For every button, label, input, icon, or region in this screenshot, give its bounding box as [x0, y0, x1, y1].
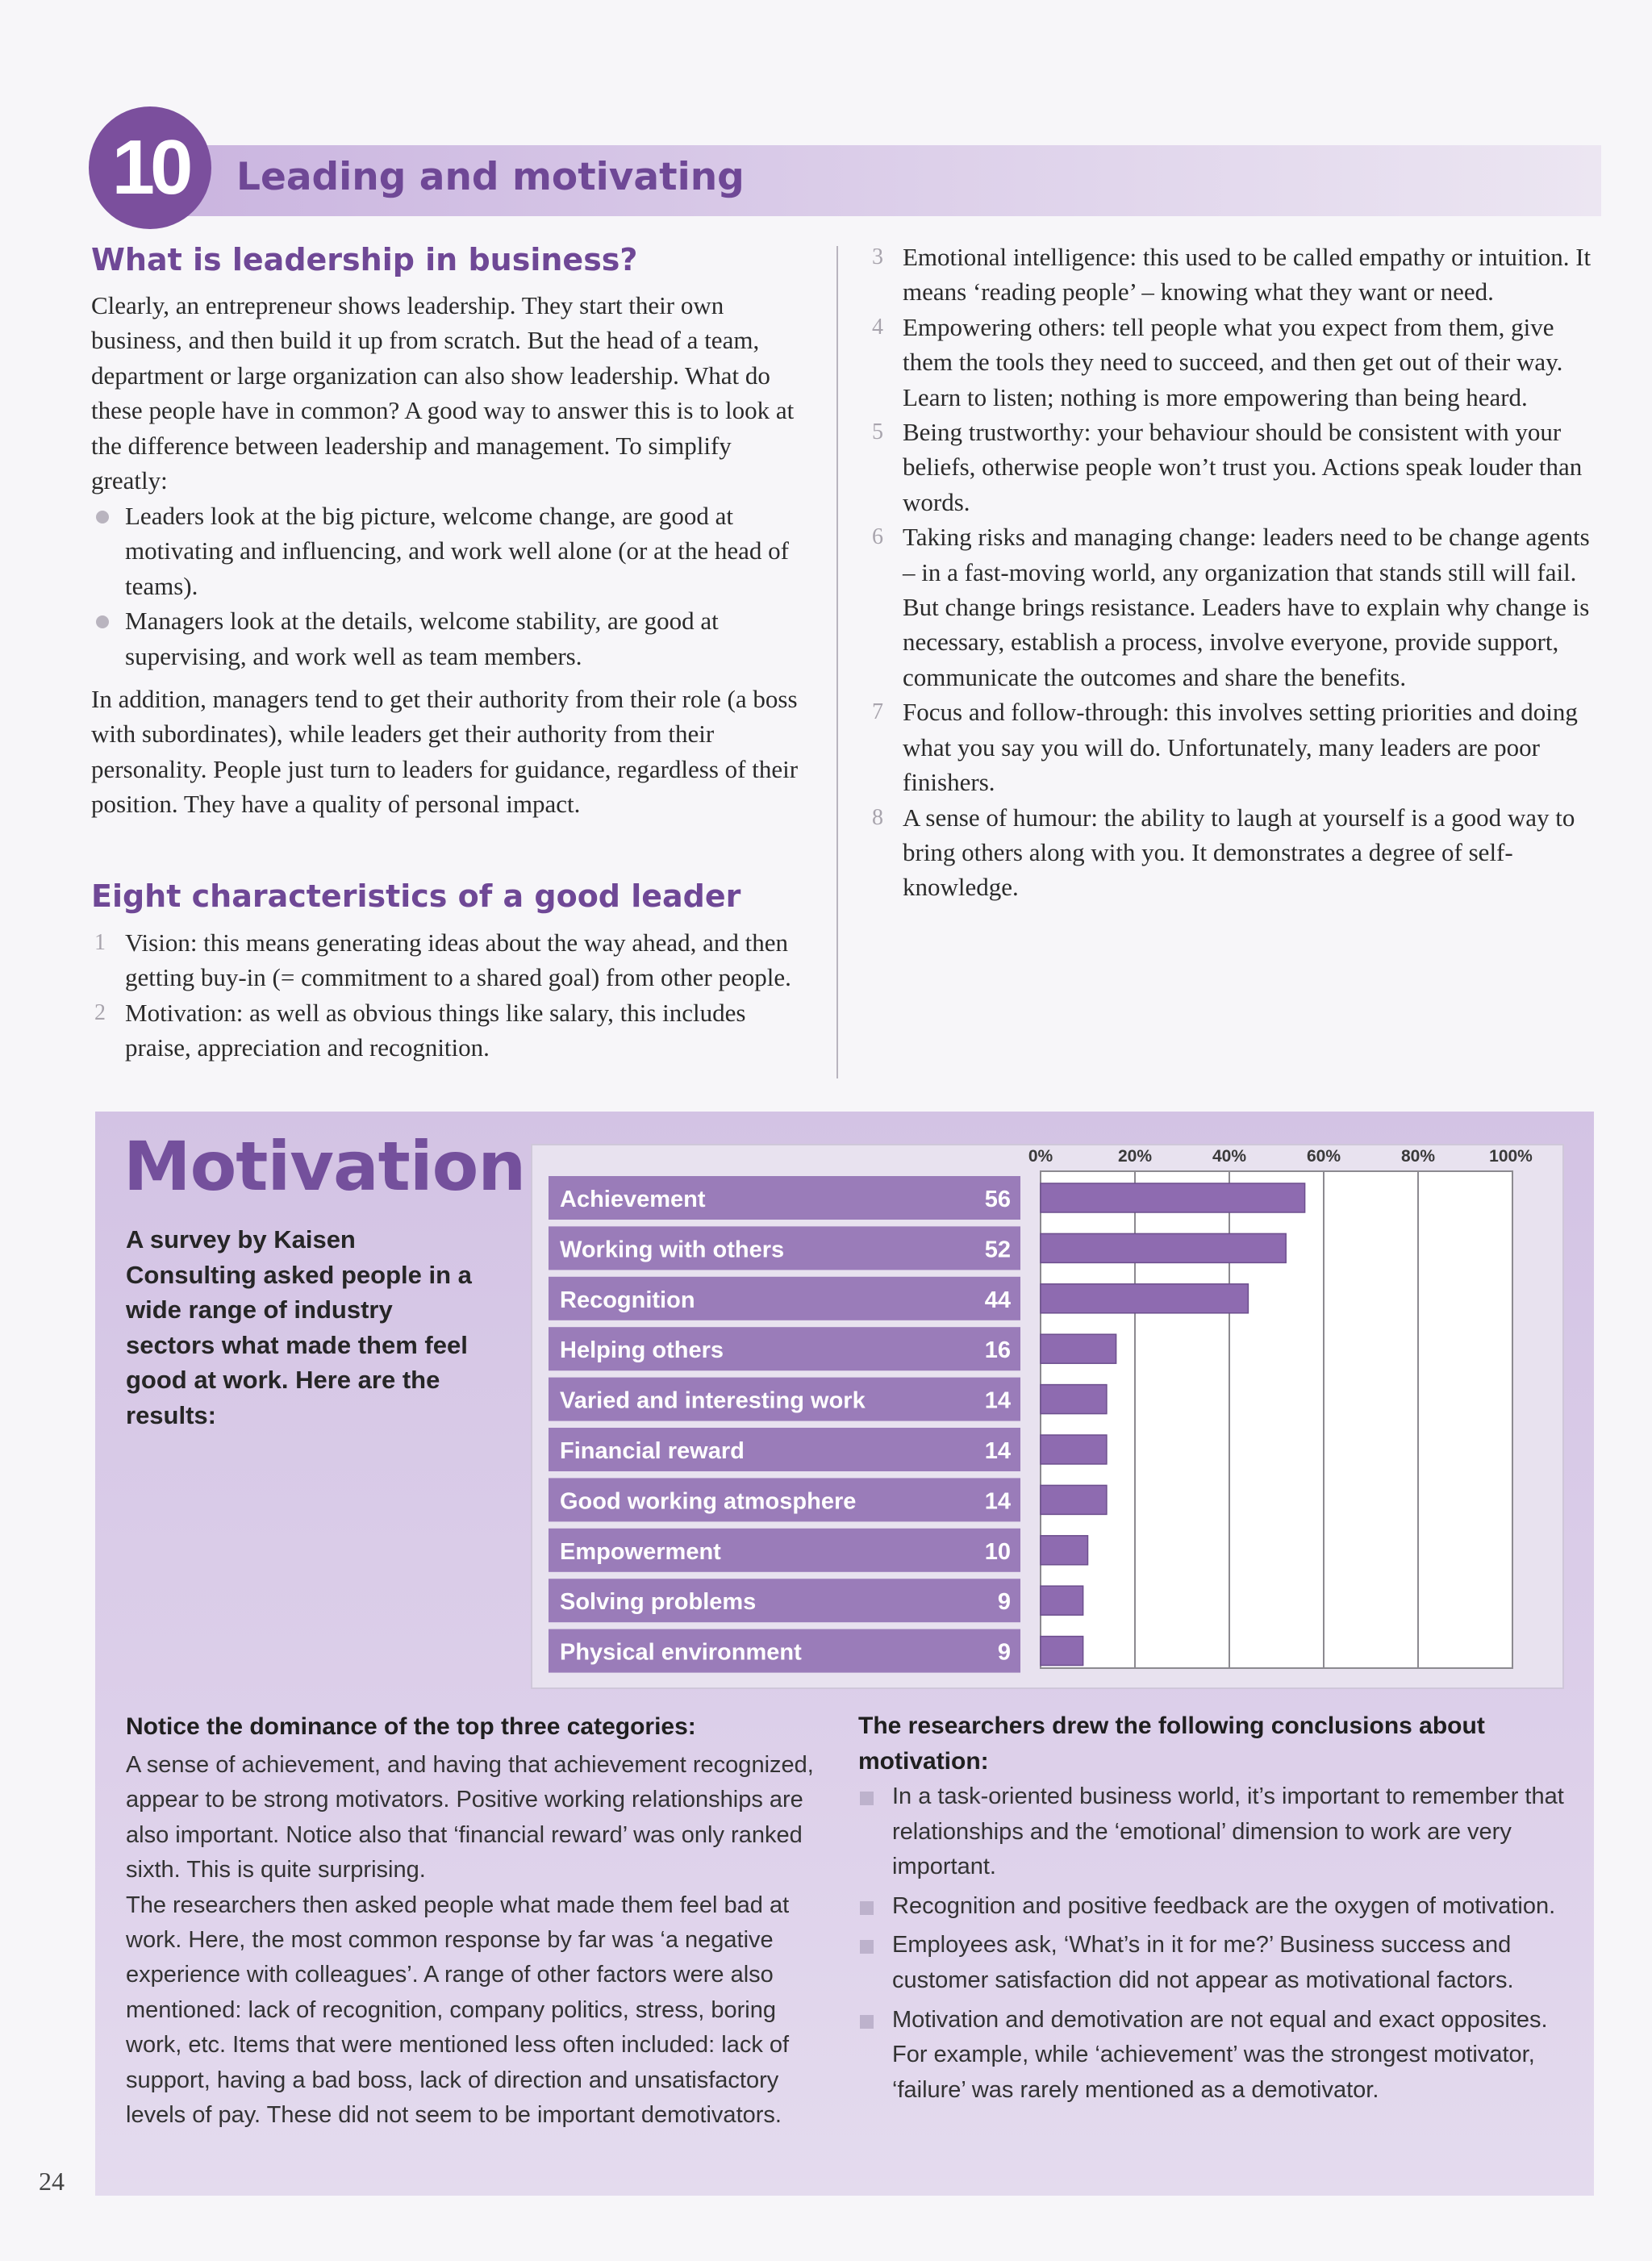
item-text: Vision: this means generating ideas about the way ahead, and then getting buy-in (= commitment to a shared goal) from other people.	[125, 928, 791, 992]
item-number: 3	[872, 244, 883, 269]
list-item	[869, 415, 1595, 519]
data-label: 56	[984, 1187, 1011, 1212]
bar	[1041, 1385, 1107, 1414]
item-number: 7	[872, 699, 883, 725]
bar	[1041, 1183, 1305, 1212]
bar	[1041, 1334, 1116, 1363]
x-tick-label: 100%	[1489, 1147, 1533, 1166]
item-text: Emotional intelligence: this used to be called empathy or intuition. It means ‘reading people’ – knowing what they want or need.	[903, 243, 1592, 307]
bar	[1041, 1586, 1083, 1615]
data-label: 9	[997, 1589, 1011, 1616]
category-label: Working with others	[560, 1237, 785, 1263]
item-text: Taking risks and managing change: leaders need to be change agents – in a fast-moving world, any organization that stands still will fail. But change brings resistance. Leaders have to explain why change is necessary, establish a process, involve everyone, provide support, communicate the outcomes and share the benefits.	[903, 523, 1590, 691]
list-item	[869, 310, 1595, 415]
item-number: 2	[94, 999, 106, 1025]
bar	[1041, 1637, 1083, 1666]
category-label: Physical environment	[560, 1639, 802, 1666]
list-item: Leaders look at the big picture, welcome change, are good at motivating and influencing, and work well alone (or at the head of teams).	[91, 499, 801, 603]
x-tick-label: 0%	[1028, 1147, 1053, 1166]
list-item	[869, 800, 1595, 905]
list-item: In a task-oriented business world, it’s important to remember that relationships and the ‘emotional’ dimension to work are very important.	[858, 1779, 1568, 1885]
unit-number-badge: 10	[89, 106, 211, 229]
conclusions-heading: The researchers drew the following conclusions about motivation:	[858, 1712, 1485, 1775]
category-label: Recognition	[560, 1287, 695, 1313]
data-label: 16	[984, 1337, 1011, 1364]
item-text: A sense of humour: the ability to laugh at yourself is a good way to bring others along with you. It demonstrates a degree of self-knowledge.	[903, 803, 1575, 902]
data-label: 14	[984, 1387, 1011, 1414]
item-text: Being trustworthy: your behaviour should be consistent with your beliefs, otherwise people won’t trust you. Actions speak louder than words.	[903, 418, 1583, 516]
item-number: 1	[94, 930, 106, 955]
category-label: Good working atmosphere	[560, 1488, 857, 1515]
list-item	[869, 240, 1595, 310]
x-tick-label: 60%	[1306, 1147, 1341, 1166]
column-divider	[836, 246, 838, 1078]
motivation-intro: A survey by Kaisen Consulting asked people in a wide range of industry sectors what made them feel good at work. Here are the results:	[126, 1225, 472, 1429]
item-number: 6	[872, 524, 883, 550]
list-item	[91, 925, 801, 995]
data-label: 14	[984, 1438, 1011, 1464]
item-number: 8	[872, 804, 883, 830]
data-label: 52	[984, 1237, 1011, 1263]
characteristics-list-left	[91, 925, 801, 1066]
category-label: Financial reward	[560, 1438, 745, 1464]
motivation-title: Motivation	[123, 1127, 526, 1206]
data-label: 10	[984, 1538, 1011, 1565]
x-tick-label: 40%	[1212, 1147, 1247, 1166]
notice-paragraph: A sense of achievement, and having that achievement recognized, appear to be strong motivators. Positive working relationships are also important. Notice also that ‘financial reward’ was only ranked sixth. This is quite surprising.	[126, 1752, 814, 1883]
item-text: Motivation: as well as obvious things like salary, this includes praise, appreciation and recognition.	[125, 998, 746, 1062]
page-number: 24	[39, 2167, 65, 2196]
leadership-bullet-list	[91, 499, 801, 674]
category-label: Empowerment	[560, 1538, 721, 1565]
bar	[1041, 1435, 1107, 1464]
notice-paragraph: The researchers then asked people what made them feel bad at work. Here, the most common response by far was ‘a negative experience with colleagues’. A range of other factors were also mentioned: lack of recognition, company politics, stress, boring work, etc. Items that were mentioned less often included: lack of support, having a bad boss, lack of direction and unsatisfactory levels of pay. These did not seem to be important demotivators.	[126, 1892, 790, 2129]
data-label: 44	[984, 1287, 1011, 1313]
list-item	[869, 519, 1595, 695]
conclusions-list	[858, 1779, 1568, 2112]
category-label: Helping others	[560, 1337, 724, 1364]
item-text: Focus and follow-through: this involves setting priorities and doing what you say you will do. Unfortunately, many leaders are poor finishers.	[903, 698, 1578, 797]
bar	[1041, 1536, 1088, 1565]
item-number: 5	[872, 419, 883, 445]
item-text: Empowering others: tell people what you expect from them, give them the tools they need to succeed, and then get out of their way. Learn to listen; nothing is more empowering than being heard.	[903, 312, 1563, 411]
data-label: 9	[997, 1639, 1011, 1666]
leadership-heading: What is leadership in business?	[91, 242, 638, 277]
x-tick-label: 20%	[1117, 1147, 1153, 1166]
motivation-bar-chart	[531, 1144, 1564, 1689]
data-label: 14	[984, 1488, 1011, 1515]
category-label: Achievement	[560, 1187, 706, 1212]
list-item: Recognition and positive feedback are the oxygen of motivation.	[858, 1889, 1568, 1925]
category-label: Varied and interesting work	[560, 1387, 866, 1414]
list-item: Motivation and demotivation are not equal and exact opposites. For example, while ‘achievement’ was the strongest motivator, ‘failure’ was rarely mentioned as a demotivator.	[858, 2003, 1568, 2109]
category-label: Solving problems	[560, 1589, 757, 1616]
leadership-paragraph: In addition, managers tend to get their authority from their role (a boss with subordinates), while leaders get their authority from their personality. People just turn to leaders for guidance, regardless of their position. They have a quality of personal impact.	[91, 685, 799, 819]
characteristics-list-right	[869, 240, 1595, 905]
bar	[1041, 1284, 1248, 1313]
bar	[1041, 1485, 1107, 1514]
characteristics-heading: Eight characteristics of a good leader	[91, 878, 741, 914]
x-tick-label: 80%	[1400, 1147, 1436, 1166]
list-item: Managers look at the details, welcome stability, are good at supervising, and work well as team members.	[91, 603, 801, 674]
unit-title: Leading and motivating	[236, 155, 745, 199]
list-item	[91, 995, 801, 1066]
bar	[1041, 1233, 1286, 1262]
list-item: Employees ask, ‘What’s in it for me?’ Business success and customer satisfaction did not appear as motivational factors.	[858, 1928, 1568, 1998]
notice-body	[126, 1748, 836, 2133]
item-number: 4	[872, 314, 883, 340]
notice-heading: Notice the dominance of the top three categories:	[126, 1713, 696, 1740]
list-item	[869, 695, 1595, 799]
leadership-intro: Clearly, an entrepreneur shows leadership. They start their own business, and then build it up from scratch. But the head of a team, department or large organization can also show leadership. What do these people have in common? A good way to answer this is to look at the difference between leadership and management. To simplify greatly:	[91, 291, 795, 495]
